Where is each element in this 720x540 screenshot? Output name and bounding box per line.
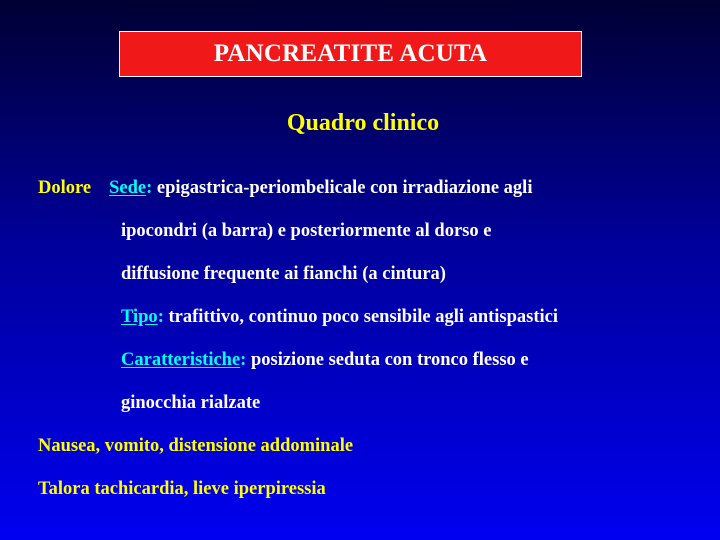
caratteristiche-line (121, 349, 529, 371)
tipo-colon: : (157, 307, 164, 327)
caratteristiche-colon: : (240, 350, 247, 370)
page-title: PANCREATITE ACUTA (213, 40, 488, 67)
symptom-tachicardia: Talora tachicardia, lieve iperpiressia (38, 479, 326, 499)
caratteristiche-label: Caratteristiche (121, 350, 241, 370)
dolore-line (38, 177, 532, 199)
symptom-nausea: Nausea, vomito, distensione addominale (38, 436, 354, 456)
title-box (119, 31, 582, 77)
tipo-text: trafittivo, continuo poco sensibile agli antispastici (168, 307, 559, 327)
sede-text-1: epigastrica-periombelicale con irradiazione agli (156, 178, 533, 198)
tipo-line (121, 306, 558, 328)
caratteristiche-text-1: posizione seduta con tronco flesso e (250, 350, 529, 370)
dolore-label: Dolore (38, 178, 92, 198)
tipo-label: Tipo (121, 307, 158, 327)
sede-text-2: ipocondri (a barra) e posteriormente al dorso e (121, 221, 492, 241)
subtitle: Quadro clinico (286, 110, 440, 136)
sede-label: Sede (109, 178, 147, 198)
sede-text-3: diffusione frequente ai fianchi (a cintura) (121, 264, 446, 284)
caratteristiche-text-2: ginocchia rialzate (121, 393, 261, 413)
sede-colon: : (146, 178, 153, 198)
